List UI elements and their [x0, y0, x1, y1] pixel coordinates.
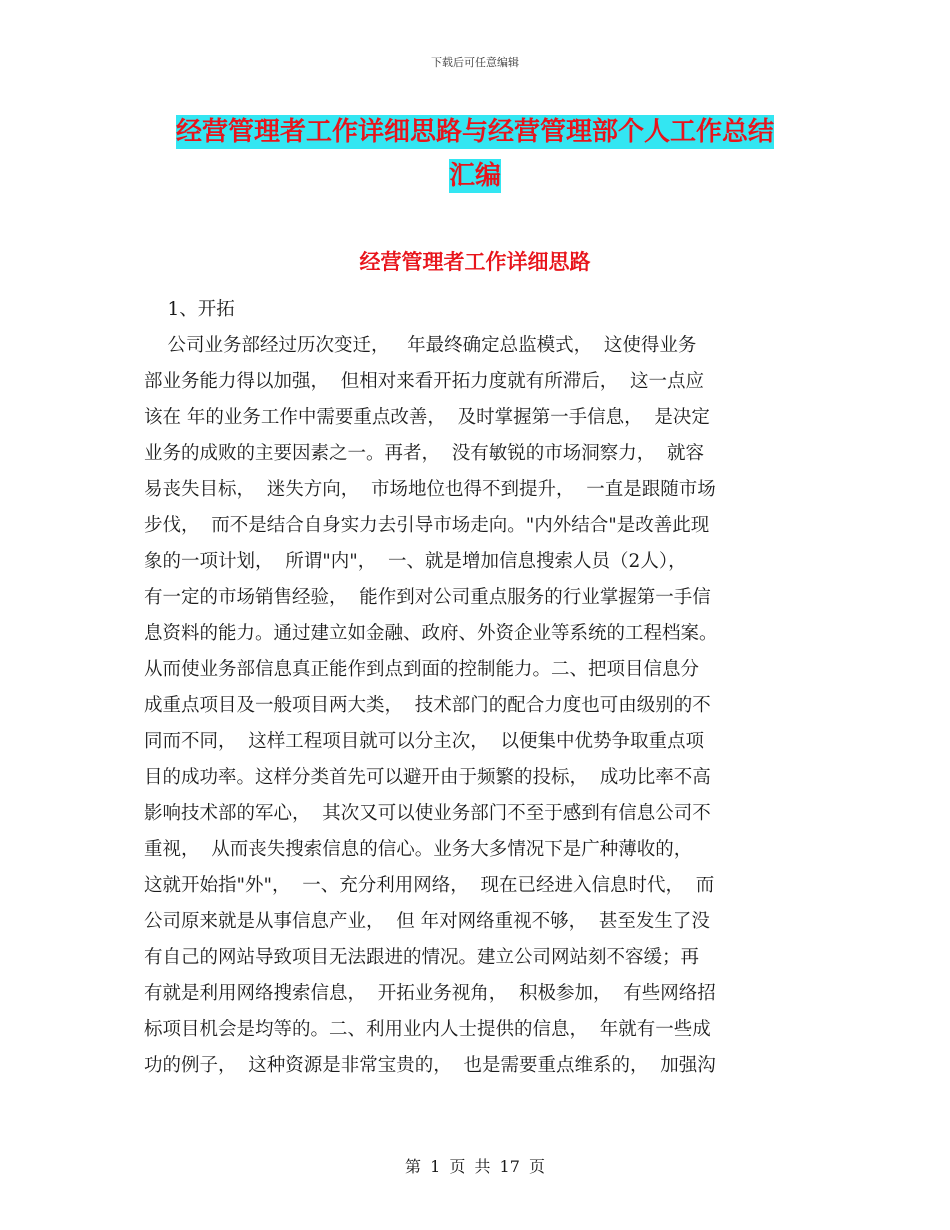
- text-line: 易丧失目标， 迷失方向， 市场地位也得不到提升， 一直是跟随市场: [144, 479, 716, 500]
- document-title-line-1: 经营管理者工作详细思路与经营管理部个人工作总结: [175, 117, 774, 147]
- text-line: 步伐， 而不是结合自身实力去引导市场走向。"内外结合"是改善此现: [144, 515, 710, 536]
- text-line: 1、开拓: [144, 299, 235, 320]
- text-line: 有就是利用网络搜索信息， 开拓业务视角， 积极参加， 有些网络招: [144, 983, 716, 1004]
- text-line: 目的成功率。这样分类首先可以避开由于频繁的投标， 成功比率不高: [144, 767, 711, 788]
- text-line: 公司原来就是从事信息产业， 但 年对网络重视不够， 甚至发生了没: [144, 911, 710, 932]
- text-line: 重视， 从而丧失搜索信息的信心。业务大多情况下是广种薄收的，: [144, 839, 693, 860]
- page-footer: 第 1 页 共 17 页: [405, 1157, 545, 1176]
- text-line: 成重点项目及一般项目两大类， 技术部门的配合力度也可由级别的不: [144, 695, 711, 716]
- text-line: 标项目机会是均等的。二、利用业内人士提供的信息， 年就有一些成: [144, 1019, 711, 1040]
- text-line: 从而使业务部信息真正能作到点到面的控制能力。二、把项目信息分: [144, 659, 700, 680]
- text-line: 影响技术部的军心， 其次又可以使业务部门不至于感到有信息公司不: [144, 803, 711, 824]
- header-note: 下载后可任意编辑: [431, 56, 519, 69]
- section-title: 经营管理者工作详细思路: [359, 250, 591, 274]
- document-title-line-2: 汇编: [448, 161, 501, 191]
- text-line: 公司业务部经过历次变迁， 年最终确定总监模式， 这使得业务: [144, 335, 697, 356]
- text-line: 象的一项计划， 所谓"内"， 一、就是增加信息搜索人员（2人），: [144, 551, 687, 572]
- text-line: 功的例子， 这种资源是非常宝贵的， 也是需要重点维系的， 加强沟: [144, 1055, 716, 1076]
- body-text: [144, 292, 810, 1084]
- document-title: [145, 110, 805, 198]
- text-line: 业务的成败的主要因素之一。再者， 没有敏锐的市场洞察力， 就容: [144, 443, 705, 464]
- text-line: 有一定的市场销售经验， 能作到对公司重点服务的行业掌握第一手信: [144, 587, 711, 608]
- text-line: 该在 年的业务工作中需要重点改善， 及时掌握第一手信息， 是决定: [144, 407, 710, 428]
- text-line: 部业务能力得以加强， 但相对来看开拓力度就有所滞后， 这一点应: [144, 371, 705, 392]
- text-line: 息资料的能力。通过建立如金融、政府、外资企业等系统的工程档案。: [144, 623, 718, 644]
- text-line: 这就开始指"外"， 一、充分利用网络， 现在已经进入信息时代， 而: [144, 875, 715, 896]
- text-line: 同而不同， 这样工程项目就可以分主次， 以便集中优势争取重点项: [144, 731, 705, 752]
- text-line: 有自己的网站导致项目无法跟进的情况。建立公司网站刻不容缓；再: [144, 947, 700, 968]
